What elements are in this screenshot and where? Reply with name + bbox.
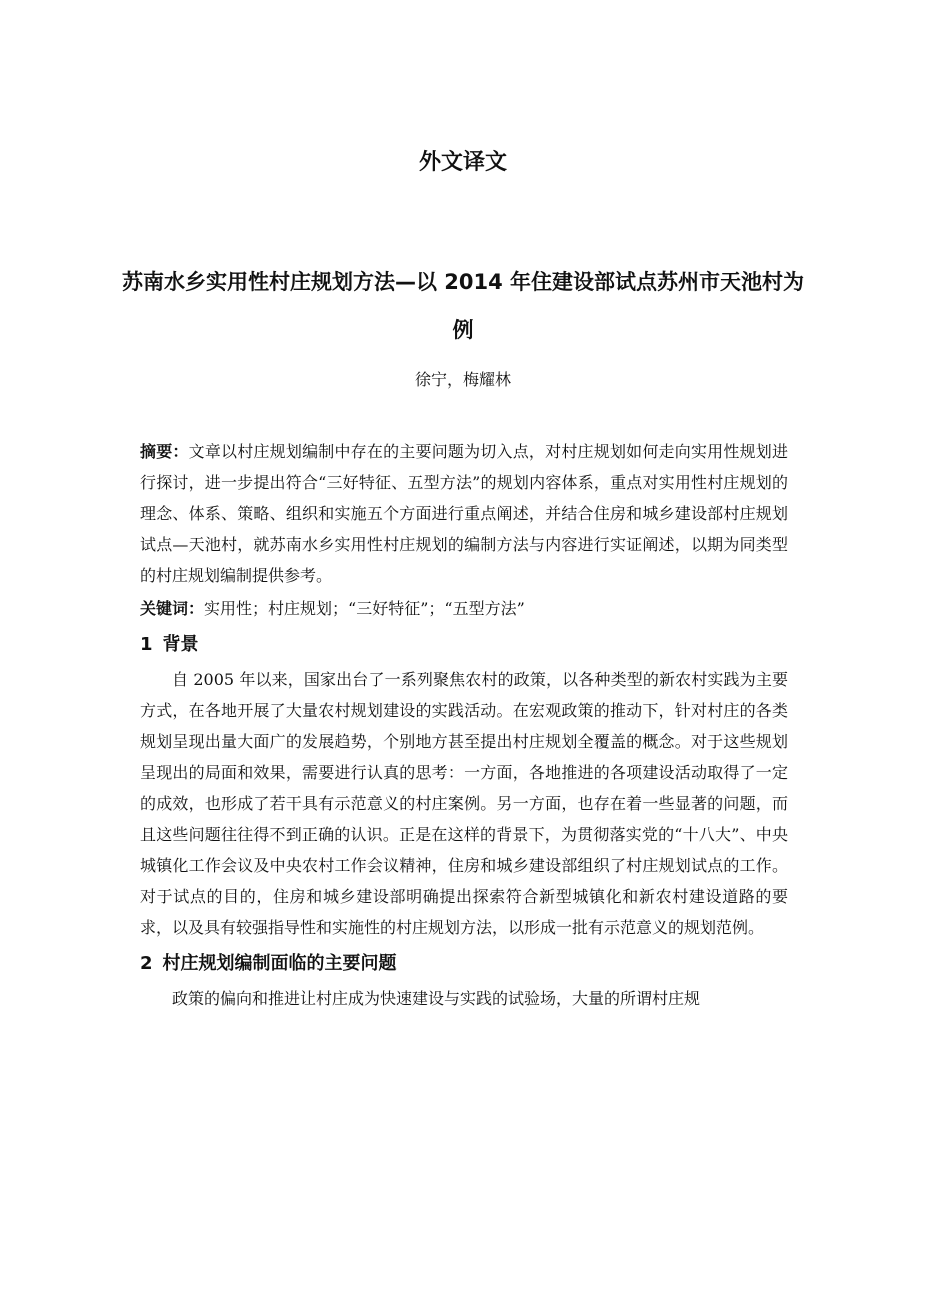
section-paragraph-1: 自 2005 年以来，国家出台了一系列聚焦农村的政策，以各种类型的新农村实践为主要方式，在各地开展了大量农村规划建设的实践活动。在宏观政策的推动下，针对村庄的各类规划呈现出量大面广的发展趋势，个别地方甚至提出村庄规划全覆盖的概念。对于这些规划呈现出的局面和效果，需要进行认真的思考：一方面，各地推进的各项建设活动取得了一定的成效，也形成了若干具有示范意义的村庄案例。另一方面，也存在着一些显著的问题，而且这些问题往往得不到正确的认识。正是在这样的背景下，为贯彻落实党的“十八大”、中央城镇化工作会议及中央农村工作会议精神，住房和城乡建设部组织了村庄规划试点的工作。对于试点的目的，住房和城乡建设部明确提出探索符合新型城镇化和新农村建设道路的要求，以及具有较强指导性和实施性的村庄规划方法，以形成一批有示范意义的规划范例。 [140, 670, 788, 937]
abstract-label: 摘要 [140, 442, 173, 461]
keywords-colon: ： [188, 599, 205, 618]
document-label: 外文译文 [418, 150, 507, 175]
abstract-text: 文章以村庄规划编制中存在的主要问题为切入点，对村庄规划如何走向实用性规划进行探讨，进一步提出符合“三好特征、五型方法”的规划内容体系，重点对实用性村庄规划的理念、体系、策略、组织和实施五个方面进行重点阐述，并结合住房和城乡建设部村庄规划试点—天池村，就苏南水乡实用性村庄规划的编制方法与内容进行实证阐述，以期为同类型的村庄规划编制提供参考。 [140, 442, 788, 585]
section-heading-1 [140, 628, 788, 662]
abstract-colon: ： [172, 442, 189, 461]
section-title: 背景 [162, 634, 199, 655]
section-paragraph-2: 政策的偏向和推进让村庄成为快速建设与实践的试验场，大量的所谓村庄规 [172, 989, 701, 1008]
section-heading-2 [140, 947, 788, 981]
abstract [140, 436, 788, 591]
authors: 徐宁，梅耀林 [414, 370, 511, 389]
section-number: 2 [140, 953, 153, 974]
document-body [140, 436, 788, 1014]
keywords-text: 实用性；村庄规划；“三好特征”；“五型方法” [204, 599, 525, 618]
paper-title: 苏南水乡实用性村庄规划方法—以 2014 年住建设部试点苏州市天池村为例 [121, 270, 805, 342]
keywords [140, 593, 788, 624]
keywords-label: 关键词 [140, 599, 189, 618]
section-number: 1 [140, 634, 153, 655]
section-title: 村庄规划编制面临的主要问题 [162, 953, 397, 974]
